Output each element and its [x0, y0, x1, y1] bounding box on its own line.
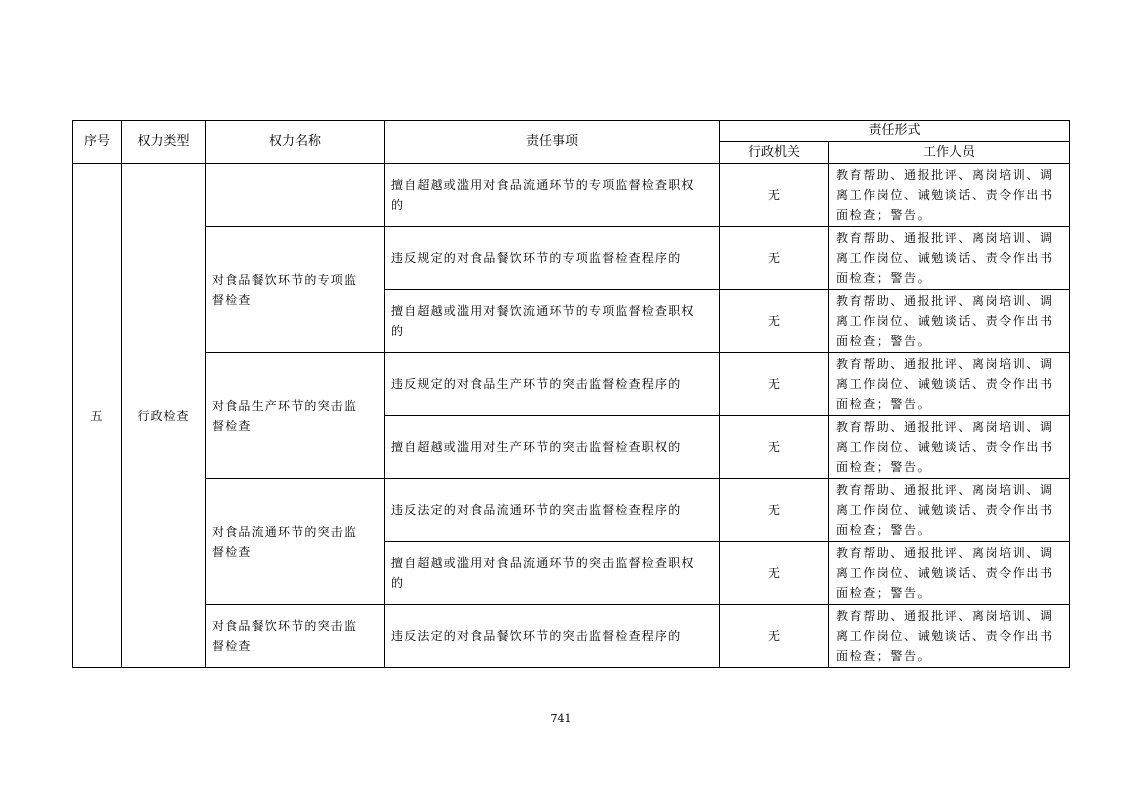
power-name-cell: 对食品流通环节的突击监督检查	[206, 479, 385, 605]
power-name-cell: 对食品餐饮环节的专项监督检查	[206, 227, 385, 353]
page-number: 741	[550, 712, 572, 725]
responsibility-item-cell: 擅自超越或滥用对生产环节的突击监督检查职权的	[385, 416, 720, 479]
header-responsibility-item: 责任事项	[385, 121, 720, 164]
staff-cell: 教育帮助、通报批评、离岗培训、调离工作岗位、诫勉谈话、责令作出书面检查；警告。	[829, 290, 1070, 353]
table-row	[73, 479, 1070, 542]
staff-cell: 教育帮助、通报批评、离岗培训、调离工作岗位、诫勉谈话、责令作出书面检查；警告。	[829, 227, 1070, 290]
power-name-cell	[206, 164, 385, 227]
table-row	[73, 605, 1070, 668]
responsibility-item-cell: 违反法定的对食品流通环节的突击监督检查程序的	[385, 479, 720, 542]
header-power-type: 权力类型	[122, 121, 206, 164]
responsibility-item-cell: 违反规定的对食品生产环节的突击监督检查程序的	[385, 353, 720, 416]
staff-cell: 教育帮助、通报批评、离岗培训、调离工作岗位、诫勉谈话、责令作出书面检查；警告。	[829, 353, 1070, 416]
power-name-cell: 对食品生产环节的突击监督检查	[206, 353, 385, 479]
header-power-name: 权力名称	[206, 121, 385, 164]
agency-cell: 无	[720, 416, 829, 479]
agency-cell: 无	[720, 605, 829, 668]
table-row	[73, 227, 1070, 290]
staff-cell: 教育帮助、通报批评、离岗培训、调离工作岗位、诫勉谈话、责令作出书面检查；警告。	[829, 479, 1070, 542]
responsibility-item-cell: 违反规定的对食品餐饮环节的专项监督检查程序的	[385, 227, 720, 290]
responsibility-item-cell: 擅自超越或滥用对食品流通环节的突击监督检查职权的	[385, 542, 720, 605]
staff-cell: 教育帮助、通报批评、离岗培训、调离工作岗位、诫勉谈话、责令作出书面检查；警告。	[829, 164, 1070, 227]
staff-cell: 教育帮助、通报批评、离岗培训、调离工作岗位、诫勉谈话、责令作出书面检查；警告。	[829, 416, 1070, 479]
table-row	[73, 164, 1070, 227]
responsibility-item-cell: 擅自超越或滥用对餐饮流通环节的专项监督检查职权的	[385, 290, 720, 353]
agency-cell: 无	[720, 479, 829, 542]
staff-cell: 教育帮助、通报批评、离岗培训、调离工作岗位、诫勉谈话、责令作出书面检查；警告。	[829, 542, 1070, 605]
header-staff: 工作人员	[829, 142, 1070, 164]
agency-cell: 无	[720, 164, 829, 227]
staff-cell: 教育帮助、通报批评、离岗培训、调离工作岗位、诫勉谈话、责令作出书面检查；警告。	[829, 605, 1070, 668]
header-agency: 行政机关	[720, 142, 829, 164]
agency-cell: 无	[720, 290, 829, 353]
header-seq: 序号	[73, 121, 122, 164]
seq-cell: 五	[73, 164, 122, 668]
header-row	[73, 121, 1070, 142]
power-name-cell: 对食品餐饮环节的突击监督检查	[206, 605, 385, 668]
responsibility-item-cell: 擅自超越或滥用对食品流通环节的专项监督检查职权的	[385, 164, 720, 227]
power-type-cell: 行政检查	[122, 164, 206, 668]
agency-cell: 无	[720, 227, 829, 290]
responsibility-item-cell: 违反法定的对食品餐饮环节的突击监督检查程序的	[385, 605, 720, 668]
table-row	[73, 353, 1070, 416]
agency-cell: 无	[720, 542, 829, 605]
responsibility-table	[72, 120, 1070, 668]
agency-cell: 无	[720, 353, 829, 416]
header-responsibility-form: 责任形式	[720, 121, 1070, 142]
